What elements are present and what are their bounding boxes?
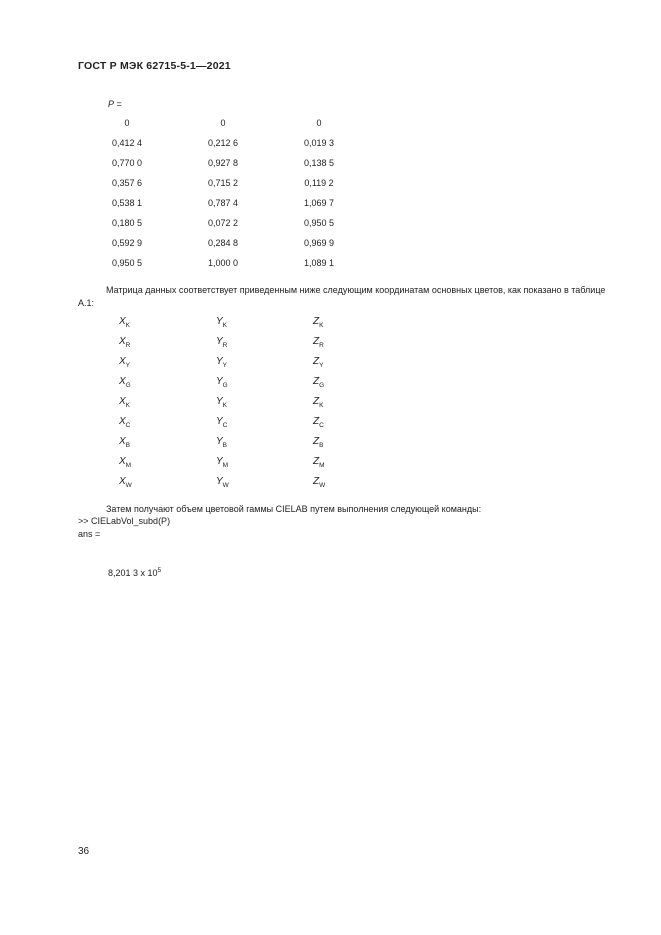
coord-y: $Y_K$ bbox=[216, 396, 228, 409]
document-header: ГОСТ Р МЭК 62715-5-1—2021 bbox=[78, 60, 231, 72]
matrix-cell: 0 bbox=[220, 118, 226, 128]
page-number: 36 bbox=[78, 846, 90, 857]
matrix-cell: 0,787 4 bbox=[207, 198, 239, 208]
matrix-cell: 0,212 6 bbox=[207, 138, 239, 148]
matrix-cell: 0,969 9 bbox=[303, 238, 335, 248]
coord-z: $Z_K$ bbox=[313, 396, 324, 409]
coord-row bbox=[0, 476, 661, 492]
coord-x: $X_R$ bbox=[119, 336, 131, 349]
coord-z: $Z_R$ bbox=[313, 336, 324, 349]
matrix-cell: 0 bbox=[124, 118, 130, 128]
matrix-cell: 1,089 1 bbox=[303, 258, 335, 268]
matrix-row bbox=[0, 138, 661, 152]
coord-row bbox=[0, 356, 661, 372]
coord-y: $Y_R$ bbox=[216, 336, 228, 349]
coord-y: $Y_B$ bbox=[216, 436, 228, 449]
matrix-cell: 0,180 5 bbox=[111, 218, 143, 228]
coord-row bbox=[0, 416, 661, 432]
matrix-cell: 0,950 5 bbox=[111, 258, 143, 268]
coord-x: $X_W$ bbox=[119, 476, 132, 489]
coord-row bbox=[0, 456, 661, 472]
result-mantissa: 8,201 3 x 10 bbox=[108, 568, 158, 578]
matrix-row bbox=[0, 238, 661, 252]
matrix-equals: = bbox=[114, 99, 122, 109]
matrix-symbol: P bbox=[108, 99, 115, 109]
coord-y: $Y_K$ bbox=[216, 316, 228, 329]
paragraph-command-intro: Затем получают объем цветовой гаммы CIELAB путем выполнения следующей команды: bbox=[106, 504, 482, 514]
coord-y: $Y_Y$ bbox=[216, 356, 228, 369]
coord-x: $X_K$ bbox=[119, 396, 131, 409]
coord-z: $Z_W$ bbox=[313, 476, 326, 489]
matrix-row bbox=[0, 158, 661, 172]
result-value bbox=[108, 567, 161, 578]
matrix-cell: 1,000 0 bbox=[207, 258, 239, 268]
coord-y: $Y_M$ bbox=[216, 456, 229, 469]
coord-y: $Y_G$ bbox=[216, 376, 228, 389]
matrix-row bbox=[0, 198, 661, 212]
matrix-cell: 0,072 2 bbox=[207, 218, 239, 228]
matrix-cell: 0,592 9 bbox=[111, 238, 143, 248]
coord-z: $Z_K$ bbox=[313, 316, 324, 329]
matrix-label bbox=[108, 99, 122, 109]
matrix-cell: 0,770 0 bbox=[111, 158, 143, 168]
matrix-row bbox=[0, 258, 661, 272]
coord-x: $X_G$ bbox=[119, 376, 131, 389]
coord-x: $X_K$ bbox=[119, 316, 131, 329]
matrix-cell: 0,357 6 bbox=[111, 178, 143, 188]
coord-row bbox=[0, 436, 661, 452]
coord-row bbox=[0, 336, 661, 352]
matrix-row bbox=[0, 118, 661, 132]
matrix-cell: 0,950 5 bbox=[303, 218, 335, 228]
coord-z: $Z_M$ bbox=[313, 456, 325, 469]
coord-row bbox=[0, 396, 661, 412]
ans-label: ans = bbox=[78, 529, 101, 539]
coord-row bbox=[0, 376, 661, 392]
matrix-cell: 0,019 3 bbox=[303, 138, 335, 148]
matrix-cell: 0,138 5 bbox=[303, 158, 335, 168]
coord-z: $Z_B$ bbox=[313, 436, 324, 449]
matrix-cell: 0,538 1 bbox=[111, 198, 143, 208]
matrix-row bbox=[0, 218, 661, 232]
coord-z: $Z_G$ bbox=[313, 376, 325, 389]
matrix-cell: 0,119 2 bbox=[304, 178, 334, 188]
coord-row bbox=[0, 316, 661, 332]
result-exponent: 5 bbox=[157, 567, 162, 574]
matrix-cell: 0,927 8 bbox=[207, 158, 239, 168]
matrix-cell: 0,715 2 bbox=[207, 178, 239, 188]
matrix-cell: 1,069 7 bbox=[303, 198, 335, 208]
coord-z: $Z_Y$ bbox=[313, 356, 324, 369]
coord-y: $Y_W$ bbox=[216, 476, 229, 489]
paragraph-matrix-description: Матрица данных соответствует приведенным ниже следующим координатам основных цветов, как показано в таблице А.1: bbox=[78, 285, 606, 308]
matrix-cell: 0 bbox=[316, 118, 322, 128]
coord-x: $X_Y$ bbox=[119, 356, 131, 369]
matrix-cell: 0,284 8 bbox=[207, 238, 239, 248]
matrix-cell: 0,412 4 bbox=[111, 138, 143, 148]
coord-z: $Z_C$ bbox=[313, 416, 324, 429]
coord-x: $X_C$ bbox=[119, 416, 131, 429]
coord-x: $X_B$ bbox=[119, 436, 131, 449]
matrix-row bbox=[0, 178, 661, 192]
command-line: >> CIELabVol_subd(P) bbox=[78, 516, 171, 526]
coord-y: $Y_C$ bbox=[216, 416, 228, 429]
coord-x: $X_M$ bbox=[119, 456, 132, 469]
